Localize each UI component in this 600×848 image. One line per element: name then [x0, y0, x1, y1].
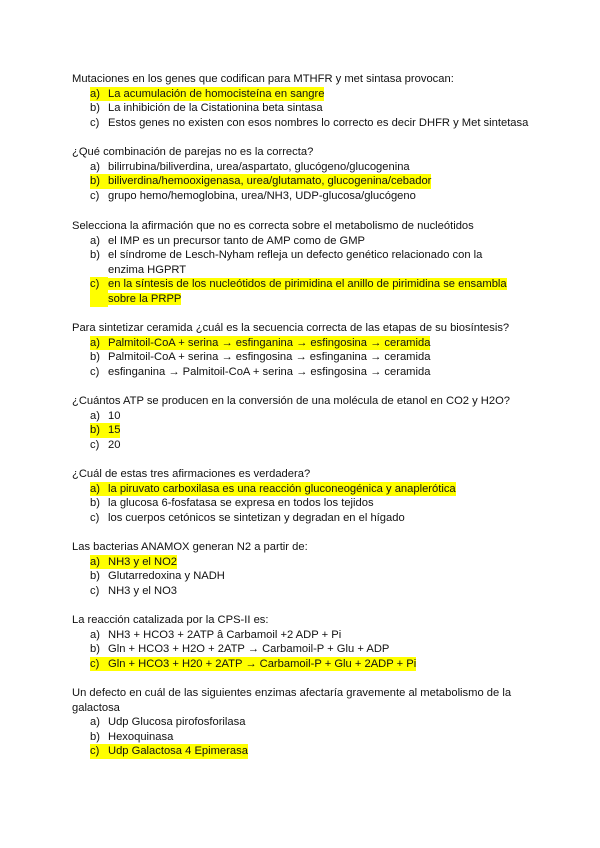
option-text: NH3 + HCO3 + 2ATP â Carbamoil +2 ADP + Pi	[108, 628, 342, 641]
option-label: c)	[90, 657, 108, 672]
option-b	[90, 642, 532, 657]
option-label: b)	[90, 174, 108, 189]
option-text: 20	[108, 438, 121, 451]
option-text: Glutarredoxina y NADH	[108, 570, 225, 583]
option-b	[90, 730, 532, 745]
question-text: Selecciona la afirmación que no es correcta sobre el metabolismo de nucleótidos	[72, 220, 474, 232]
question-3	[72, 219, 532, 307]
option-c	[90, 511, 532, 526]
option-text-wrapper	[108, 277, 518, 306]
option-text: NH3 y el NO2	[108, 555, 178, 568]
option-text: la piruvato carboxilasa es una reacción gluconeogénica y anaplerótica	[108, 482, 456, 495]
option-label: a)	[90, 160, 100, 173]
option-label: b)	[90, 249, 100, 262]
option-label: b)	[90, 497, 100, 510]
option-label: c)	[90, 189, 100, 202]
option-text: grupo hemo/hemoglobina, urea/NH3, UDP-glucosa/glucógeno	[108, 189, 416, 202]
option-a	[90, 555, 532, 570]
option-text: 15	[108, 424, 121, 437]
question-text: Mutaciones en los genes que codifican para MTHFR y met sintasa provocan:	[72, 73, 454, 85]
option-label: a)	[90, 555, 108, 570]
question-5	[72, 394, 532, 452]
option-c	[90, 116, 532, 131]
option-label: a)	[90, 87, 108, 102]
question-text: ¿Cuál de estas tres afirmaciones es verdadera?	[72, 468, 311, 480]
question-9	[72, 686, 532, 759]
question-7	[72, 540, 532, 598]
option-a	[90, 482, 532, 497]
option-text: La acumulación de homocisteína en sangre	[108, 87, 325, 100]
option-label: b)	[90, 351, 100, 364]
option-c	[90, 584, 532, 599]
question-6	[72, 467, 532, 525]
option-a	[90, 409, 532, 424]
option-c	[90, 277, 532, 306]
option-label: a)	[90, 628, 100, 641]
option-b	[90, 350, 532, 365]
question-8	[72, 613, 532, 671]
option-label: c)	[90, 511, 100, 524]
option-c	[90, 438, 532, 453]
option-text: biliverdina/hemooxigenasa, urea/glutamato, glucogenina/cebador	[108, 175, 432, 188]
option-text: Udp Galactosa 4 Epimerasa	[108, 745, 248, 758]
option-label: c)	[90, 365, 100, 378]
option-a	[90, 715, 532, 730]
option-b	[90, 423, 532, 438]
option-text: La inhibición de la Cistationina beta sintasa	[108, 102, 323, 115]
option-label: c)	[90, 744, 108, 759]
option-text: los cuerpos cetónicos se sintetizan y degradan en el hígado	[108, 511, 405, 524]
option-label: b)	[90, 730, 100, 743]
option-c	[90, 657, 532, 672]
option-b	[90, 496, 532, 511]
option-text: Palmitoil-CoA + serina → esfingosina → esfinganina → ceramida	[108, 351, 431, 364]
option-label: a)	[90, 409, 100, 422]
option-text: Gln + HCO3 + H2O + 2ATP → Carbamoil-P + Glu + ADP	[108, 643, 390, 656]
option-label: b)	[90, 570, 100, 583]
option-text: Palmitoil-CoA + serina → esfinganina → esfingosina → ceramida	[108, 336, 431, 349]
question-text: Un defecto en cuál de las siguientes enzimas afectaría gravemente al metabolismo de la galactosa	[72, 687, 512, 714]
option-c	[90, 189, 532, 204]
question-text: ¿Cuántos ATP se producen en la conversión de una molécula de etanol en CO2 y H2O?	[72, 395, 511, 407]
option-text: Gln + HCO3 + H20 + 2ATP → Carbamoil-P + Glu + 2ADP + Pi	[108, 657, 417, 670]
option-label: a)	[90, 234, 100, 247]
option-text: Estos genes no existen con esos nombres lo correcto es decir DHFR y Met sintetasa	[108, 116, 529, 129]
option-text: bilirrubina/biliverdina, urea/aspartato, glucógeno/glucogenina	[108, 160, 410, 173]
option-label: c)	[90, 116, 100, 129]
option-label: a)	[90, 716, 100, 729]
option-label: b)	[90, 643, 100, 656]
option-text: Hexoquinasa	[108, 730, 174, 743]
question-2	[72, 145, 532, 203]
question-text: Para sintetizar ceramida ¿cuál es la secuencia correcta de las etapas de su biosíntesis?	[72, 322, 510, 334]
option-c	[90, 365, 532, 380]
option-text: la glucosa 6-fosfatasa se expresa en todos los tejidos	[108, 497, 374, 510]
option-text: el IMP es un precursor tanto de AMP como de GMP	[108, 234, 366, 247]
option-b	[90, 101, 532, 116]
option-a	[90, 336, 532, 351]
option-text: 10	[108, 409, 121, 422]
question-text: ¿Qué combinación de parejas no es la correcta?	[72, 146, 314, 158]
question-1	[72, 72, 532, 130]
option-text: el síndrome de Lesch-Nyham refleja un defecto genético relacionado con la enzima HGPRT	[108, 249, 483, 276]
option-label: c)	[90, 438, 100, 451]
option-label: b)	[90, 423, 108, 438]
option-a	[90, 234, 532, 249]
option-label: a)	[90, 336, 108, 351]
option-b	[90, 248, 532, 277]
option-text: NH3 y el NO3	[108, 584, 178, 597]
question-4	[72, 321, 532, 379]
option-text: Udp Glucosa pirofosforilasa	[108, 716, 246, 729]
question-text: Las bacterias ANAMOX generan N2 a partir de:	[72, 541, 308, 553]
option-label: b)	[90, 102, 100, 115]
option-a	[90, 87, 532, 102]
option-text: en la síntesis de los nucleótidos de pirimidina el anillo de pirimidina se ensambla sobre la PRPP	[108, 278, 507, 305]
option-b	[90, 174, 532, 189]
option-label: c)	[90, 277, 108, 306]
option-c	[90, 744, 532, 759]
option-text: esfinganina → Palmitoil-CoA + serina → esfingosina → ceramida	[108, 365, 431, 378]
option-label: c)	[90, 584, 100, 597]
option-a	[90, 628, 532, 643]
question-text: La reacción catalizada por la CPS-II es:	[72, 614, 269, 626]
option-a	[90, 160, 532, 175]
option-label: a)	[90, 482, 108, 497]
option-b	[90, 569, 532, 584]
